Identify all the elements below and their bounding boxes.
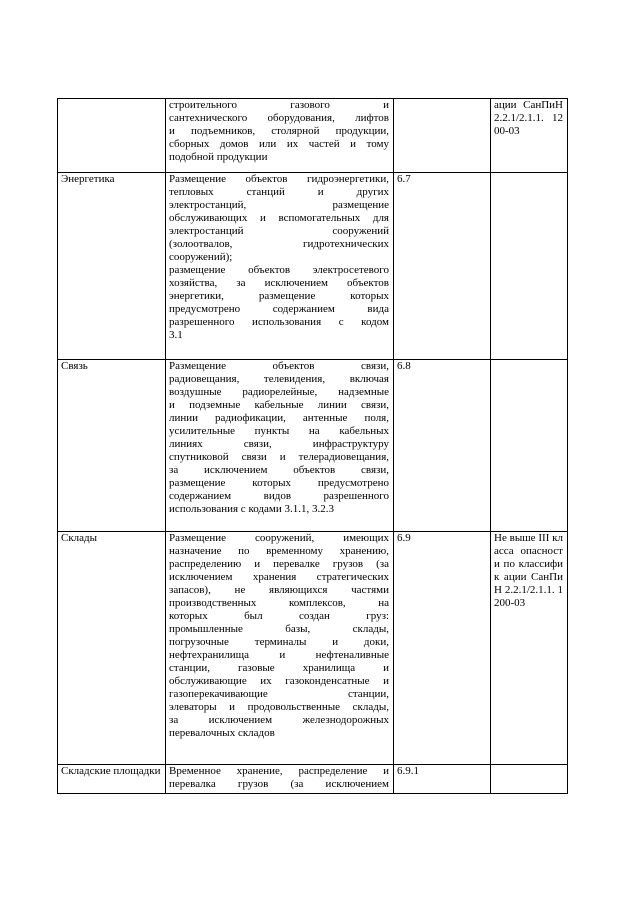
use-type-code: 6.9 — [394, 532, 491, 765]
description-line: за исключением объектов связи, — [169, 464, 389, 476]
description-line: электростанций, размещение — [169, 199, 389, 211]
use-type-description — [166, 173, 394, 360]
description-line: которых был создан груз: — [169, 610, 389, 622]
description-line: линиях связи, инфраструктуру — [169, 438, 389, 450]
description-line: усилительные пункты на кабельных — [169, 425, 389, 437]
description-line: Размещение сооружений, имеющих — [169, 532, 389, 544]
table-row — [58, 173, 568, 360]
description-line: радиовещания, телевидения, включая — [169, 373, 389, 385]
use-type-note — [491, 173, 568, 360]
description-line: хозяйства, за исключением объектов — [169, 277, 389, 289]
use-type-note — [491, 765, 568, 794]
description-line: размещение которых предусмотрено — [169, 477, 389, 489]
use-type-code: 6.8 — [394, 360, 491, 532]
use-type-name: Энергетика — [58, 173, 166, 360]
description-line: погрузочные терминалы и доки, — [169, 636, 389, 648]
use-type-description — [166, 99, 394, 173]
use-type-description — [166, 765, 394, 794]
description-line: размещение объектов электросетевого — [169, 264, 389, 276]
description-line: промышленные базы, склады, — [169, 623, 389, 635]
description-line: спутниковой связи и телерадиовещания, — [169, 451, 389, 463]
description-line: воздушные радиорелейные, надземные — [169, 386, 389, 398]
description-line: и подъемников, столярной продукции, — [169, 125, 389, 137]
use-type-description — [166, 360, 394, 532]
description-line: тепловых станций и других — [169, 186, 389, 198]
description-line: разрешенного использования с кодом — [169, 316, 389, 328]
table-row — [58, 765, 568, 794]
use-type-note — [491, 360, 568, 532]
description-line: содержанием видов разрешенного — [169, 490, 389, 502]
description-line: строительного газового и — [169, 99, 389, 111]
table-row — [58, 532, 568, 765]
description-line: за исключением железнодорожных — [169, 714, 389, 726]
description-line: сооружений); — [169, 251, 233, 263]
description-line: сантехнического оборудования, лифтов — [169, 112, 389, 124]
use-type-name — [58, 99, 166, 173]
description-line: производственных комплексов, на — [169, 597, 389, 609]
table-row — [58, 99, 568, 173]
description-line: Размещение объектов связи, — [169, 360, 389, 372]
description-line: подобной продукции — [169, 151, 268, 163]
use-type-description — [166, 532, 394, 765]
use-type-note: Не выше III класса опасности по классифик ации СанПиН 2.2.1/2.1.1. 1200-03 — [491, 532, 568, 765]
use-type-code: 6.7 — [394, 173, 491, 360]
description-line: исключением хранения стратегических — [169, 571, 389, 583]
description-line: обслуживающих и вспомогательных для — [169, 212, 389, 224]
use-type-name: Связь — [58, 360, 166, 532]
use-type-code — [394, 99, 491, 173]
use-type-code: 6.9.1 — [394, 765, 491, 794]
description-line: предусмотрено содержанием вида — [169, 303, 389, 315]
description-line: Размещение объектов гидроэнергетики, — [169, 173, 389, 185]
description-line: элеваторы и продовольственные склады, — [169, 701, 389, 713]
description-line: запасов), не являющихся частями — [169, 584, 389, 596]
use-type-note: ации СанПиН 2.2.1/2.1.1. 1200-03 — [491, 99, 568, 173]
description-line: энергетики, размещение которых — [169, 290, 389, 302]
description-line: обслуживающие их газоконденсатные и — [169, 675, 389, 687]
description-line: сборных домов или их частей и тому — [169, 138, 389, 150]
description-line: станции, газовые хранилища и — [169, 662, 389, 674]
description-line: линии радиофикации, антенные поля, — [169, 412, 389, 424]
description-line: распределению и перевалке грузов (за — [169, 558, 389, 570]
use-type-name: Складские площадки — [58, 765, 166, 794]
description-line: использования с кодами 3.1.1, 3.2.3 — [169, 503, 334, 515]
description-line: (золоотвалов, гидротехнических — [169, 238, 389, 250]
description-line: назначение по временному хранению, — [169, 545, 389, 557]
use-type-name: Склады — [58, 532, 166, 765]
description-line: Временное хранение, распределение и — [169, 765, 389, 777]
description-line: перевалочных складов — [169, 727, 275, 739]
description-line: электростанций сооружений — [169, 225, 389, 237]
description-line: и подземные кабельные линии связи, — [169, 399, 389, 411]
zoning-table — [57, 98, 568, 794]
table-row — [58, 360, 568, 532]
description-line: 3.1 — [169, 329, 183, 341]
description-line: перевалка грузов (за исключением — [169, 778, 389, 790]
description-line: газоперекачивающие станции, — [169, 688, 389, 700]
description-line: нефтехранилища и нефтеналивные — [169, 649, 389, 661]
